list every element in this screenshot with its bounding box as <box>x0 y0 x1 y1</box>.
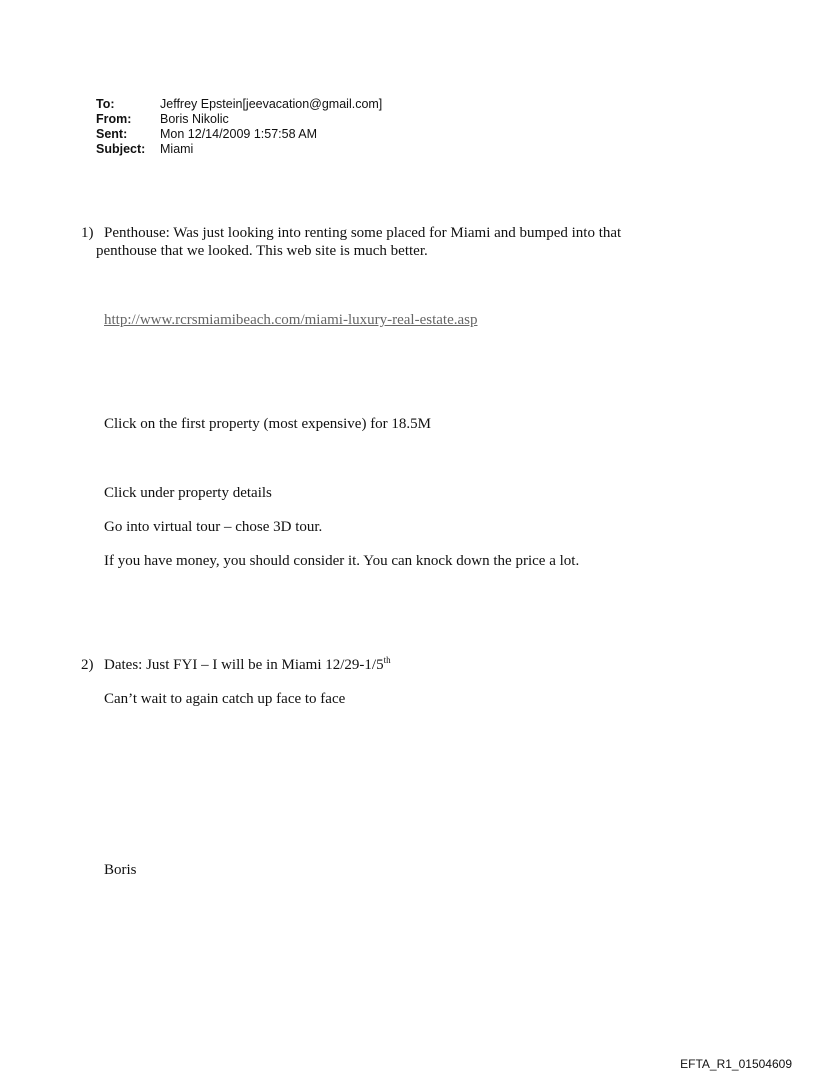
sent-row <box>96 127 382 142</box>
signature: Boris <box>104 862 137 878</box>
from-value: Boris Nikolic <box>160 112 229 126</box>
item1-first-line <box>81 225 621 242</box>
step3-text: Go into virtual tour – chose 3D tour. <box>104 519 323 535</box>
document-id: EFTA_R1_01504609 <box>680 1057 792 1071</box>
from-row <box>96 112 382 127</box>
subject-value: Miami <box>160 142 194 156</box>
step4-text: If you have money, you should consider it. You can knock down the price a lot. <box>104 553 580 569</box>
to-row <box>96 97 382 112</box>
item1-line2: penthouse that we looked. This web site is much better. <box>96 243 428 259</box>
item2-superscript: th <box>383 655 391 665</box>
to-label: To: <box>96 97 115 111</box>
item2-text: Dates: Just FYI – I will be in Miami 12/29-1/5 <box>104 657 384 673</box>
item2-first-line <box>81 657 391 674</box>
item1-number: 1) <box>81 225 94 241</box>
to-value: Jeffrey Epstein[jeevacation@gmail.com] <box>160 97 383 111</box>
sent-label: Sent: <box>96 127 128 141</box>
item2-number: 2) <box>81 657 94 673</box>
subject-label: Subject: <box>96 142 146 156</box>
email-header <box>96 97 382 157</box>
subject-row <box>96 142 382 157</box>
item1-line1: Penthouse: Was just looking into renting some placed for Miami and bumped into that <box>104 225 622 241</box>
step1-text: Click on the first property (most expensive) for 18.5M <box>104 416 432 432</box>
step2-text: Click under property details <box>104 485 272 501</box>
property-link[interactable]: http://www.rcrsmiamibeach.com/miami-luxury-real-estate.asp <box>104 312 478 328</box>
item2-line2: Can’t wait to again catch up face to face <box>104 691 346 707</box>
from-label: From: <box>96 112 132 126</box>
sent-value: Mon 12/14/2009 1:57:58 AM <box>160 127 318 141</box>
